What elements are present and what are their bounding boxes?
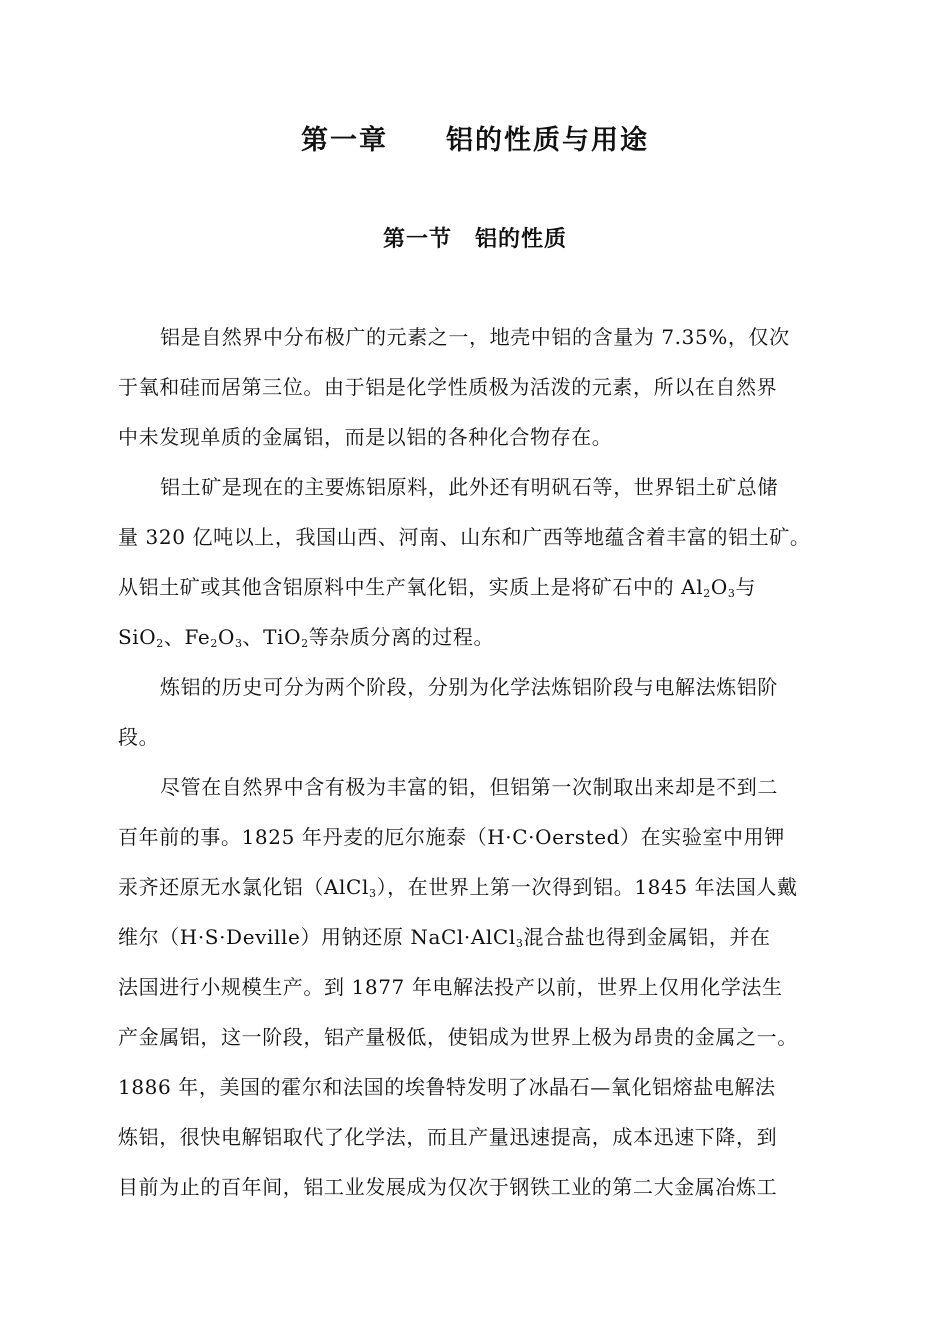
subscript: 3 [234, 637, 243, 650]
text-span: O [710, 575, 728, 599]
paragraph-line [118, 573, 838, 601]
paragraph-line: 1886 年，美国的霍尔和法国的埃鲁特发明了冰晶石—氧化铝熔盐电解法 [118, 1075, 776, 1099]
paragraph-line [118, 923, 838, 951]
text-span: O [217, 625, 235, 649]
paragraph-line [118, 873, 838, 901]
paragraph-line: 炼铝的历史可分为两个阶段，分别为化学法炼铝阶段与电解法炼铝阶 [160, 675, 778, 699]
paragraph-line: 尽管在自然界中含有极为丰富的铝，但铝第一次制取出来却是不到二 [160, 775, 778, 799]
text-span: 维尔（H·S·Deville）用钠还原 NaCl·AlCl [118, 925, 516, 949]
paragraph-line: 炼铝，很快电解铝取代了化学法，而且产量迅速提高，成本迅速下降，到 [118, 1125, 778, 1149]
paragraph-line: 段。 [118, 725, 160, 749]
paragraph-line: 法国进行小规模生产。到 1877 年电解法投产以前，世界上仅用化学法生 [118, 975, 783, 999]
subscript: 2 [703, 587, 711, 600]
text-span: 汞齐还原无水氯化铝（AlCl [118, 875, 369, 899]
subscript: 2 [156, 637, 164, 650]
paragraph-line: 目前为止的百年间，铝工业发展成为仅次于钢铁工业的第二大金属冶炼工 [118, 1175, 778, 1199]
text-span: 与 [735, 575, 757, 599]
text-span: SiO [118, 625, 157, 649]
subscript: 2 [301, 637, 309, 650]
paragraph-line: 百年前的事。1825 年丹麦的厄尔施泰（H·C·Oersted）在实验室中用钾 [118, 825, 785, 849]
text-span: 等杂质分离的过程。 [308, 625, 495, 649]
section-title: 第一节 铝的性质 [382, 226, 567, 252]
text-span: 从铝土矿或其他含铝原料中生产氧化铝，实质上是将矿石中的 Al [118, 575, 704, 599]
paragraph-line [118, 623, 838, 651]
text-span: 、Fe [163, 625, 211, 649]
paragraph-line: 于氧和硅而居第三位。由于铝是化学性质极为活泼的元素，所以在自然界 [118, 375, 778, 399]
subscript: 3 [727, 587, 736, 600]
subscript: 3 [515, 937, 524, 950]
text-span: 混合盐也得到金属铝，并在 [523, 925, 771, 949]
text-span: 、TiO [242, 625, 302, 649]
subscript: 3 [368, 887, 377, 900]
paragraph-line: 量 320 亿吨以上，我国山西、河南、山东和广西等地蕴含着丰富的铝土矿。 [118, 525, 811, 549]
subscript: 2 [210, 637, 218, 650]
paragraph-line: 铝土矿是现在的主要炼铝原料，此外还有明矾石等，世界铝土矿总储 [160, 475, 778, 499]
paragraph-line: 产金属铝，这一阶段，铝产量极低，使铝成为世界上极为昂贵的金属之一。 [118, 1025, 798, 1049]
text-span: ），在世界上第一次得到铝。1845 年法国人戴 [376, 875, 798, 899]
paragraph-line: 铝是自然界中分布极广的元素之一，地壳中铝的含量为 7.35%，仅次 [160, 325, 790, 349]
chapter-title: 第一章 铝的性质与用途 [301, 125, 649, 156]
paragraph-line: 中未发现单质的金属铝，而是以铝的各种化合物存在。 [118, 425, 613, 449]
